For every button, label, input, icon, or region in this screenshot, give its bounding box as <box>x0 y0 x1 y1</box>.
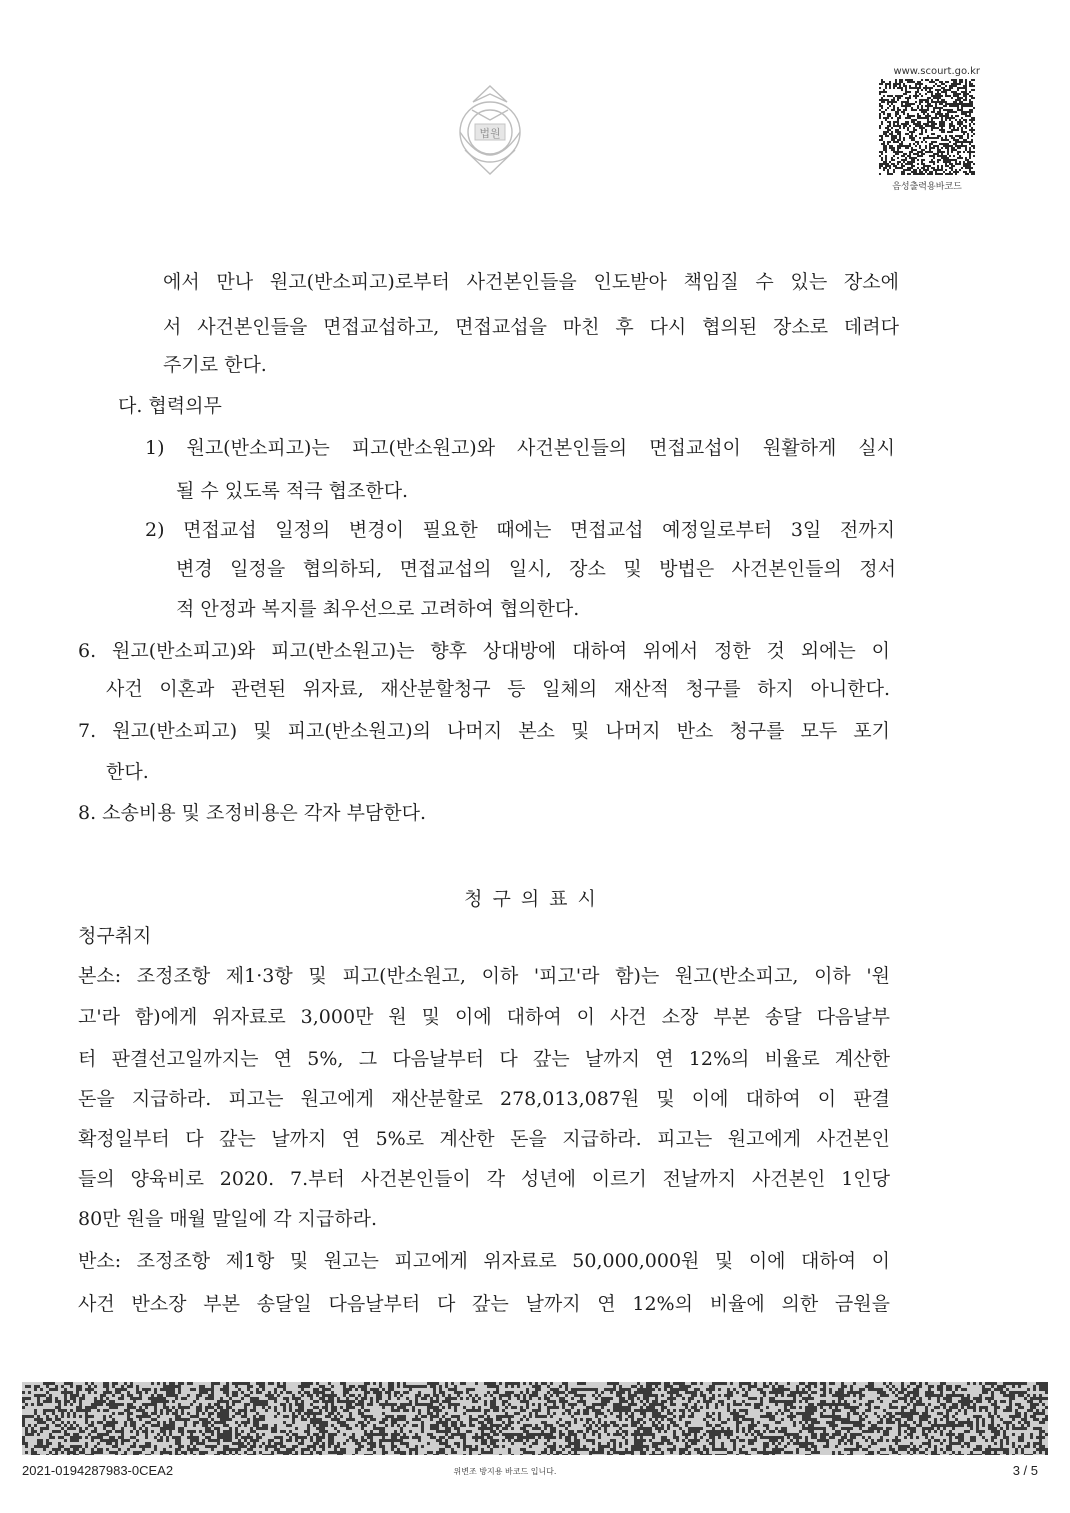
qr-caption: 음성출력용바코드 <box>892 182 962 192</box>
text-line: 1) 원고(반소피고)는 피고(반소원고)와 사건본인들의 면접교섭이 원활하게 실시 <box>145 437 895 459</box>
text-line: 터 판결선고일까지는 연 5%, 그 다음날부터 다 갚는 날까지 연 12%의 비율로 계산한 <box>78 1048 890 1070</box>
text-line: 본소: 조정조항 제1·3항 및 피고(반소원고, 이하 '피고'라 함)는 원고(반소피고, 이하 '원 <box>78 965 890 987</box>
text-line: 사건 이혼과 관련된 위자료, 재산분할청구 등 일체의 재산적 청구를 하지 아니한다. <box>106 678 890 700</box>
text-line: 8. 소송비용 및 조정비용은 각자 부담한다. <box>78 802 427 824</box>
page-number: 3 / 5 <box>1012 1463 1038 1478</box>
text-line: 돈을 지급하라. 피고는 원고에게 재산분할로 278,013,087원 및 이에 대하여 이 판결 <box>78 1088 890 1110</box>
qr-code-icon <box>879 79 975 175</box>
text-line: 7. 원고(반소피고) 및 피고(반소원고)의 나머지 본소 및 나머지 반소 청구를 모두 포기 <box>78 720 890 742</box>
text-line: 적 안정과 복지를 최우선으로 고려하여 협의한다. <box>176 598 580 620</box>
text-line: 에서 만나 원고(반소피고)로부터 사건본인들을 인도받아 책임질 수 있는 장소에 <box>163 271 899 293</box>
text-line: 될 수 있도록 적극 협조한다. <box>176 480 409 502</box>
text-line: 반소: 조정조항 제1항 및 원고는 피고에게 위자료로 50,000,000원 및 이에 대하여 이 <box>78 1250 890 1272</box>
text-line: 변경 일정을 협의하되, 면접교섭의 일시, 장소 및 방법은 사건본인들의 정서 <box>176 558 896 580</box>
text-line: 주기로 한다. <box>163 354 267 376</box>
text-line: 80만 원을 매월 말일에 각 지급하라. <box>78 1208 378 1230</box>
qr-url: www.scourt.go.kr <box>893 66 980 77</box>
document-id: 2021-0194287983-0CEA2 <box>22 1463 174 1478</box>
court-seal-icon <box>447 80 533 180</box>
text-line: 서 사건본인들을 면접교섭하고, 면접교섭을 마친 후 다시 협의된 장소로 데려다 <box>163 316 899 338</box>
text-line: 들의 양육비로 2020. 7.부터 사건본인들이 각 성년에 이르기 전날까지 사건본인 1인당 <box>78 1168 890 1190</box>
svg-text:법원: 법원 <box>479 127 501 140</box>
text-line: 2) 면접교섭 일정의 변경이 필요한 때에는 면접교섭 예정일로부터 3일 전까지 <box>145 519 895 541</box>
text-line: 확정일부터 다 갚는 날까지 연 5%로 계산한 돈을 지급하라. 피고는 원고에게 사건본인 <box>78 1128 890 1150</box>
barcode-note: 위변조 방지용 바코드 입니다. <box>453 1467 557 1476</box>
anti-forgery-barcode-icon <box>22 1382 1048 1455</box>
text-line: 6. 원고(반소피고)와 피고(반소원고)는 향후 상대방에 대하여 위에서 정한 것 외에는 이 <box>78 640 890 662</box>
subsection-heading: 다. 협력의무 <box>118 395 222 417</box>
text-line: 고'라 함)에게 위자료로 3,000만 원 및 이에 대하여 이 사건 소장 부본 송달 다음날부 <box>78 1006 890 1028</box>
text-line: 한다. <box>106 761 149 783</box>
section-heading: 청구의표시 <box>464 888 606 910</box>
claim-label: 청구취지 <box>78 925 152 947</box>
text-line: 사건 반소장 부본 송달일 다음날부터 다 갚는 날까지 연 12%의 비율에 의한 금원을 <box>78 1293 890 1315</box>
